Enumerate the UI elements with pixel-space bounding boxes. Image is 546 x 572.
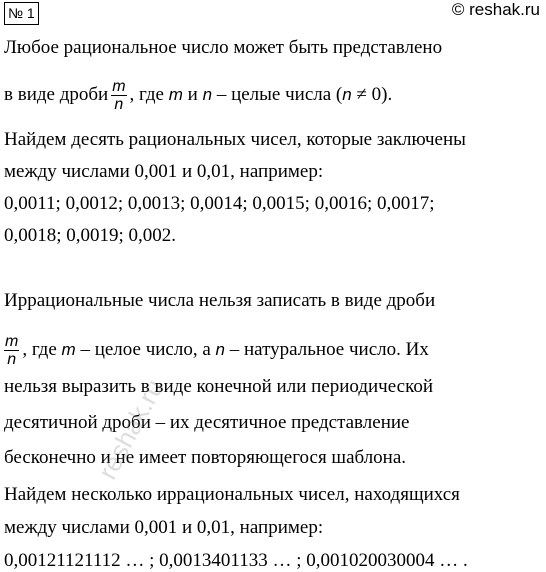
- site-brand: © reshak.ru: [451, 0, 540, 19]
- text-fragment: – целое число, а: [80, 338, 211, 360]
- text-fragment: ≠ 0).: [356, 83, 393, 105]
- text-fragment: в виде дроби: [4, 83, 109, 105]
- variable-m: m: [61, 339, 76, 359]
- text-line: нельзя выразить в виде конечной или периодической: [4, 376, 434, 397]
- text-fragment: – натуральное число. Их: [229, 338, 429, 360]
- text-line: Любое рациональное число может быть представлено: [4, 37, 443, 58]
- variable-n: n: [202, 84, 213, 104]
- fraction-numerator: m: [112, 78, 126, 95]
- text-fragment: и: [187, 83, 198, 105]
- fraction-numerator: m: [5, 333, 19, 350]
- text-line: десятичной дроби – их десятичное представление: [4, 412, 410, 433]
- text-line: Иррациональные числа нельзя записать в виде дроби: [4, 290, 436, 311]
- fraction-denominator: n: [7, 351, 17, 368]
- task-number-badge: № 1: [4, 2, 39, 25]
- variable-n: n: [215, 339, 225, 359]
- text-line: Найдем несколько иррациональных чисел, находящихся: [4, 484, 460, 505]
- text-line-with-fraction: [4, 333, 429, 368]
- text-fragment: – целые числа (: [216, 83, 343, 105]
- variable-m: m: [168, 84, 183, 104]
- text-line: между числами 0,001 и 0,01, например:: [4, 517, 324, 538]
- variable-n: n: [342, 84, 352, 104]
- text-fragment: , где: [129, 83, 164, 105]
- text-fragment: , где: [22, 338, 57, 360]
- text-line: 0,0011; 0,0012; 0,0013; 0,0014; 0,0015; 0,0016; 0,0017;: [4, 193, 435, 214]
- text-line: 0,0018; 0,0019; 0,002.: [4, 225, 177, 246]
- fraction-denominator: n: [114, 96, 124, 113]
- text-line-with-fraction: [4, 78, 392, 113]
- fraction-m-over-n: [111, 78, 126, 113]
- text-line: Найдем десять рациональных чисел, которые заключены: [4, 129, 466, 150]
- text-line: бесконечно и не имеет повторяющегося шаблона.: [4, 447, 407, 468]
- text-line: между числами 0,001 и 0,01, например:: [4, 161, 324, 182]
- watermark: reshak.ru: [92, 374, 170, 485]
- text-line: 0,00121121112 … ; 0,0013401133 … ; 0,001020030004 … .: [4, 550, 468, 571]
- fraction-m-over-n: [4, 333, 19, 368]
